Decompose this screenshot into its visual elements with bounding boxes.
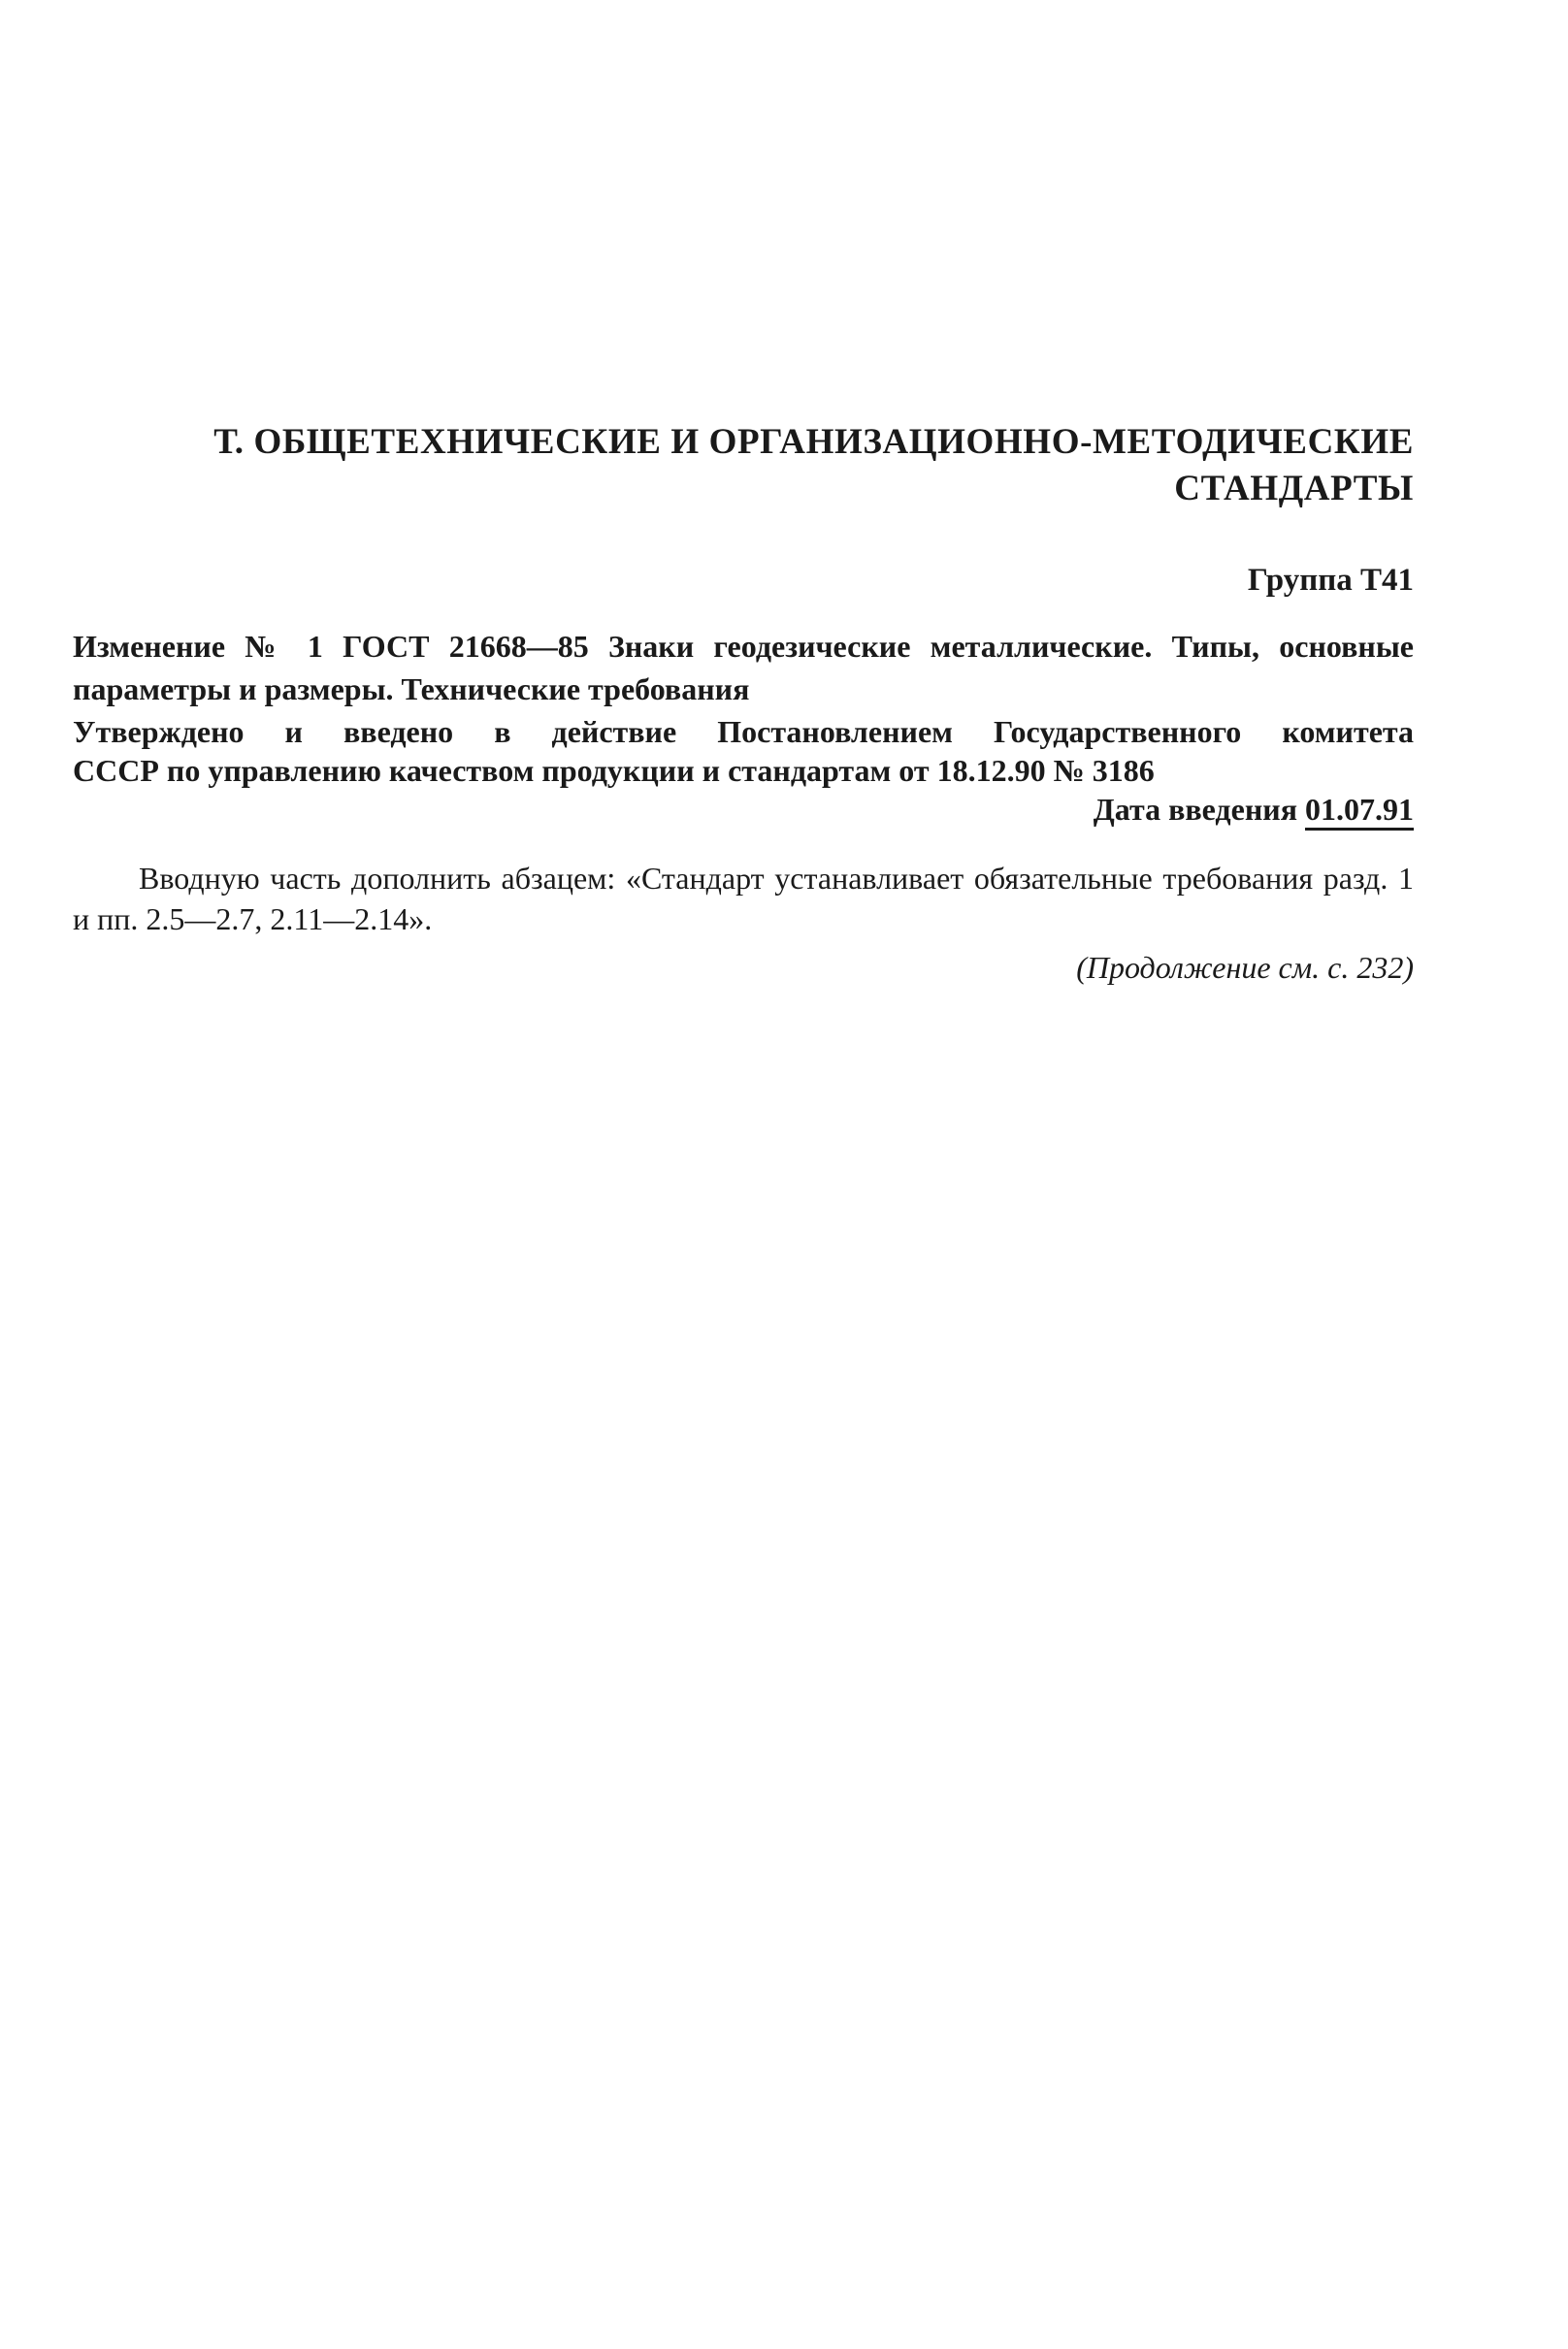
group-label: Группа Т41 bbox=[1247, 563, 1414, 598]
effective-date-value: 01.07.91 bbox=[1305, 792, 1414, 831]
approval-line-1: Утверждено и введено в действие Постановлением Государственного комитета bbox=[73, 714, 1414, 749]
continuation-note: (Продолжение см. с. 232) bbox=[1076, 950, 1414, 985]
effective-date bbox=[73, 790, 1414, 829]
section-heading bbox=[73, 419, 1414, 512]
approval-block bbox=[73, 712, 1414, 829]
body-paragraph: Вводную часть дополнить абзацем: «Стандарт устанавливает обязательные требования разд. 1 и пп. 2.5—2.7, 2.11—2.14». bbox=[73, 861, 1414, 936]
section-heading-line-1: Т. ОБЩЕТЕХНИЧЕСКИЕ И ОРГАНИЗАЦИОННО-МЕТОДИЧЕСКИЕ bbox=[213, 422, 1414, 462]
section-heading-line-2: СТАНДАРТЫ bbox=[1174, 469, 1414, 508]
approval-line-2: СССР по управлению качеством продукции и стандартам от 18.12.90 № 3186 bbox=[73, 753, 1155, 788]
amendment-title: Изменение № 1 ГОСТ 21668—85 Знаки геодезические металлические. Типы, основные параметры и размеры. Технические требования bbox=[73, 629, 1414, 706]
effective-date-label: Дата введения bbox=[1093, 792, 1305, 827]
